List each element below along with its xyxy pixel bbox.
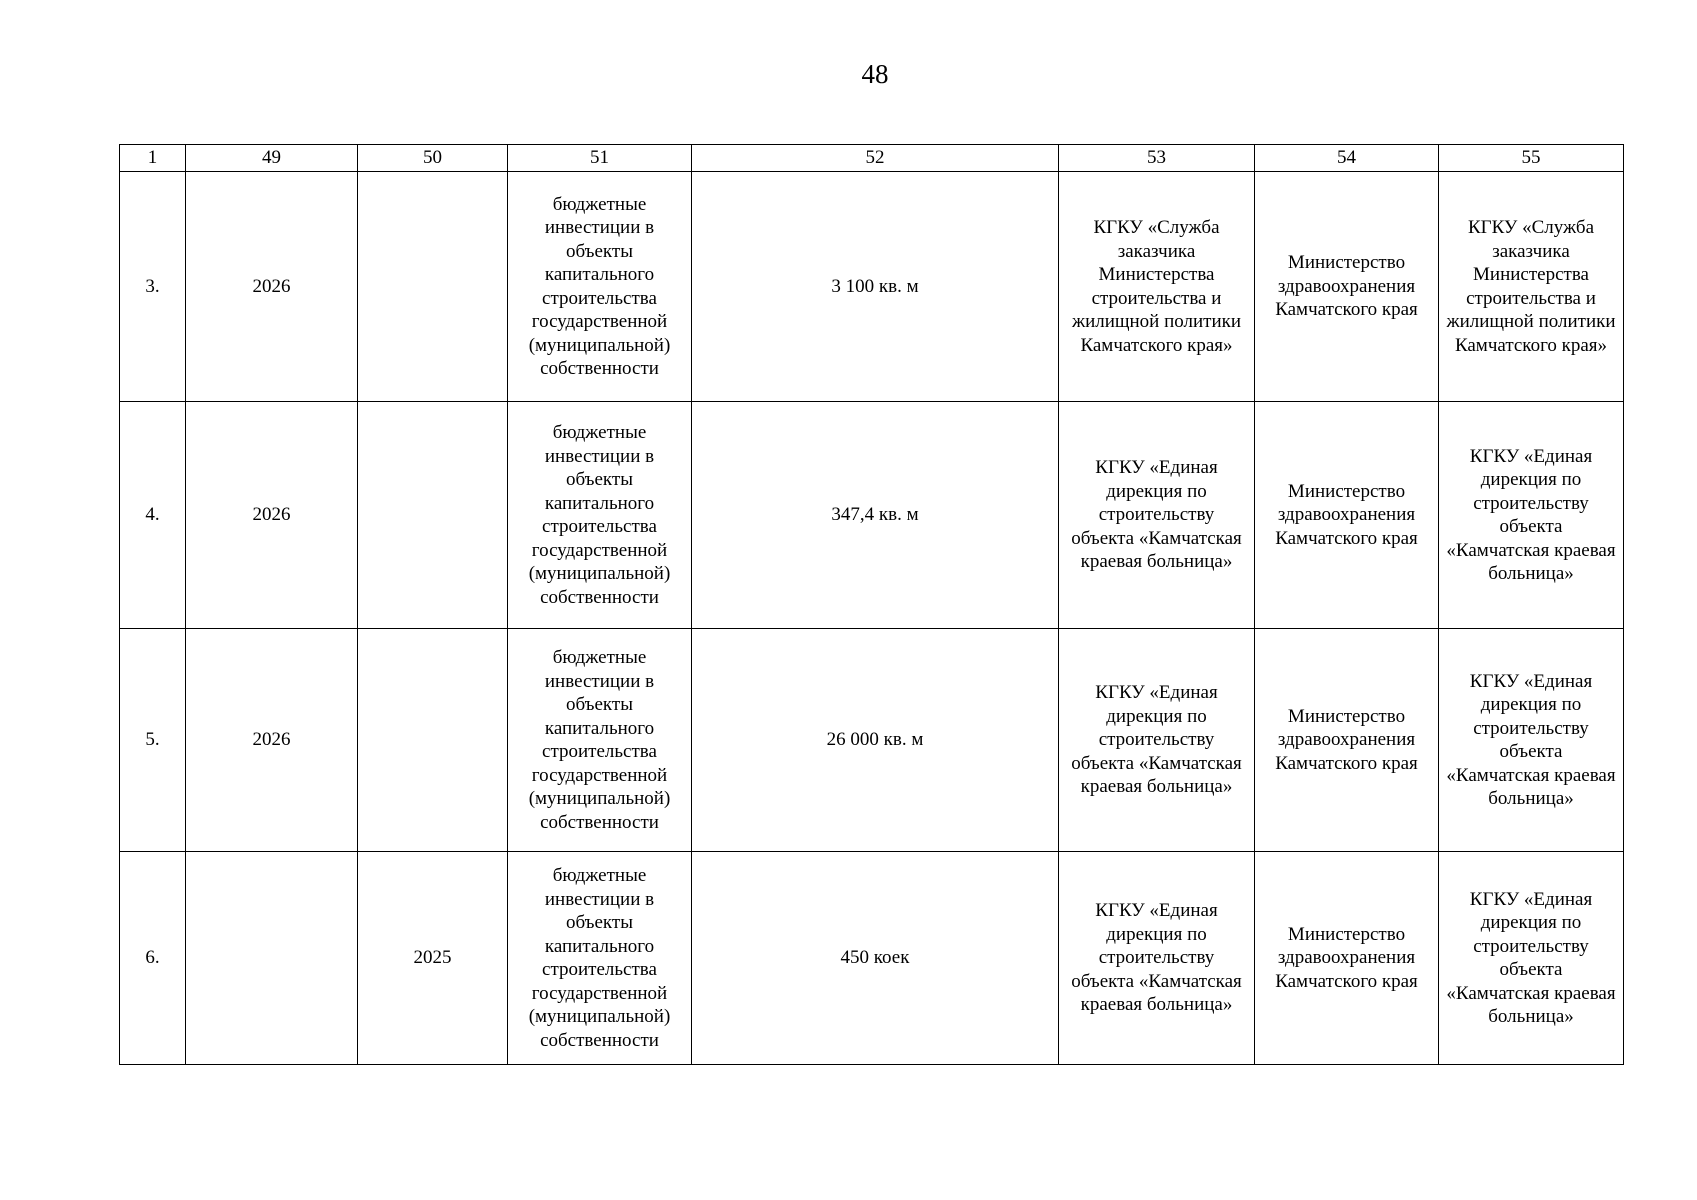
cell-year-49: 2026 [186,172,358,402]
line: КГКУ «Единая [1095,457,1218,479]
line: «Камчатская краевая [1446,982,1616,1004]
line: Камчатского края [1275,970,1418,992]
line: капитального [544,264,655,285]
cell-customer [1059,402,1255,629]
line: строительству [1098,729,1215,751]
line: Министерства [1098,264,1215,285]
line: объекта «Камчатская [1071,527,1242,549]
line: здравоохранения [1277,275,1416,297]
line: (муниципальной) [528,1006,671,1027]
line: объекта [1499,516,1563,537]
line: объекта [1499,741,1563,762]
line: краевая больница» [1080,994,1233,1016]
header-cell-53: 53 [1059,145,1255,172]
cell-customer [1059,629,1255,852]
header-row [120,145,1624,172]
line: (муниципальной) [528,334,671,356]
cell-year-50 [358,172,508,402]
line: жилищной политики [1071,311,1242,332]
cell-number: 3. [120,172,186,402]
line: краевая больница» [1080,551,1233,573]
line: собственности [540,811,659,833]
line: объекта [1499,959,1563,980]
page-number: 48 [861,59,889,89]
line: больница» [1488,563,1574,584]
line: Министерство [1287,480,1406,502]
line: собственности [540,1029,659,1051]
line: собственности [540,586,659,608]
header-cell-1: 1 [120,145,186,172]
cell-capacity: 26 000 кв. м [692,629,1059,852]
line: Камчатского края [1275,299,1418,321]
cell-developer [1439,172,1624,402]
line: строительства [542,287,657,309]
cell-ministry [1255,172,1439,402]
line: КГКУ «Единая [1095,900,1218,922]
header-cell-52: 52 [692,145,1059,172]
line: КГКУ «Единая [1095,682,1218,704]
cell-year-49 [186,852,358,1065]
line: бюджетные [552,193,647,215]
line: заказчика [1492,240,1570,262]
line: дирекция по [1106,480,1207,502]
cell-investment-type [508,629,692,852]
line: КГКУ «Единая [1469,445,1593,467]
cell-developer [1439,852,1624,1065]
line: бюджетные [552,865,647,886]
line: дирекция по [1106,923,1207,945]
header-cell-50: 50 [358,145,508,172]
line: КГКУ «Служба [1093,217,1220,238]
header-cell-55: 55 [1439,145,1624,172]
line: заказчика [1117,240,1196,262]
line: собственности [540,358,659,379]
cell-investment-type [508,172,692,402]
line: КГКУ «Единая [1469,888,1593,910]
line: краевая больница» [1080,776,1233,798]
line: (муниципальной) [528,563,671,584]
line: государственной [531,764,668,786]
line: строительства и [1466,287,1596,309]
line: объекты [565,694,633,715]
line: дирекция по [1480,912,1582,933]
cell-customer [1059,172,1255,402]
line: больница» [1488,788,1574,809]
line: строительства [542,516,657,537]
line: государственной [531,539,668,561]
line: КГКУ «Единая [1469,670,1593,692]
line: инвестиции в [544,888,655,910]
cell-year-49: 2026 [186,629,358,852]
line: Камчатского края» [1080,334,1233,356]
line: государственной [531,982,668,1004]
line: капитального [544,492,655,514]
cell-year-50 [358,402,508,629]
cell-number: 6. [120,852,186,1065]
line: строительству [1473,935,1589,957]
header-cell-54: 54 [1255,145,1439,172]
line: Камчатского края» [1454,334,1608,356]
line: Министерство [1287,252,1406,274]
line: объекты [565,912,633,933]
cell-customer [1059,852,1255,1065]
line: капитального [544,717,655,739]
cell-capacity: 347,4 кв. м [692,402,1059,629]
table-row [120,402,1624,629]
cell-number: 5. [120,629,186,852]
line: строительства [542,741,657,762]
line: бюджетные [552,647,647,668]
line: здравоохранения [1277,947,1416,969]
line: здравоохранения [1277,504,1416,526]
table-row [120,172,1624,402]
cell-investment-type [508,852,692,1065]
table-row [120,852,1624,1065]
line: объекты [565,469,633,490]
cell-ministry [1255,852,1439,1065]
line: инвестиции в [544,217,655,238]
line: Министерство [1287,923,1406,945]
line: КГКУ «Служба [1467,217,1595,238]
cell-number: 4. [120,402,186,629]
line: строительству [1098,947,1215,969]
line: инвестиции в [544,670,655,692]
cell-developer [1439,402,1624,629]
cell-capacity: 450 коек [692,852,1059,1065]
line: дирекция по [1480,694,1582,715]
line: объекта «Камчатская [1071,752,1242,774]
cell-developer [1439,629,1624,852]
line: капитального [544,935,655,957]
data-table [119,144,1624,1065]
line: строительства [542,959,657,980]
line: объекта «Камчатская [1071,970,1242,992]
line: инвестиции в [544,445,655,467]
line: «Камчатская краевая [1446,764,1616,786]
line: дирекция по [1480,469,1582,490]
line: строительству [1473,717,1589,739]
table-row [120,629,1624,852]
line: Министерство [1287,705,1406,727]
line: бюджетные [552,422,647,443]
line: строительству [1098,504,1215,526]
cell-year-50: 2025 [358,852,508,1065]
line: Камчатского края [1275,527,1418,549]
cell-ministry [1255,629,1439,852]
line: государственной [531,311,668,332]
line: (муниципальной) [528,788,671,809]
line: «Камчатская краевая [1446,539,1616,561]
header-cell-49: 49 [186,145,358,172]
cell-ministry [1255,402,1439,629]
line: здравоохранения [1277,729,1416,751]
cell-investment-type [508,402,692,629]
cell-year-50 [358,629,508,852]
line: Камчатского края [1275,752,1418,774]
line: строительства и [1091,287,1222,309]
line: больница» [1488,1006,1574,1027]
header-cell-51: 51 [508,145,692,172]
cell-year-49: 2026 [186,402,358,629]
line: объекты [565,240,633,262]
line: строительству [1473,492,1589,514]
line: дирекция по [1106,705,1207,727]
line: жилищной политики [1446,311,1616,332]
line: Министерства [1473,264,1589,285]
cell-capacity: 3 100 кв. м [692,172,1059,402]
